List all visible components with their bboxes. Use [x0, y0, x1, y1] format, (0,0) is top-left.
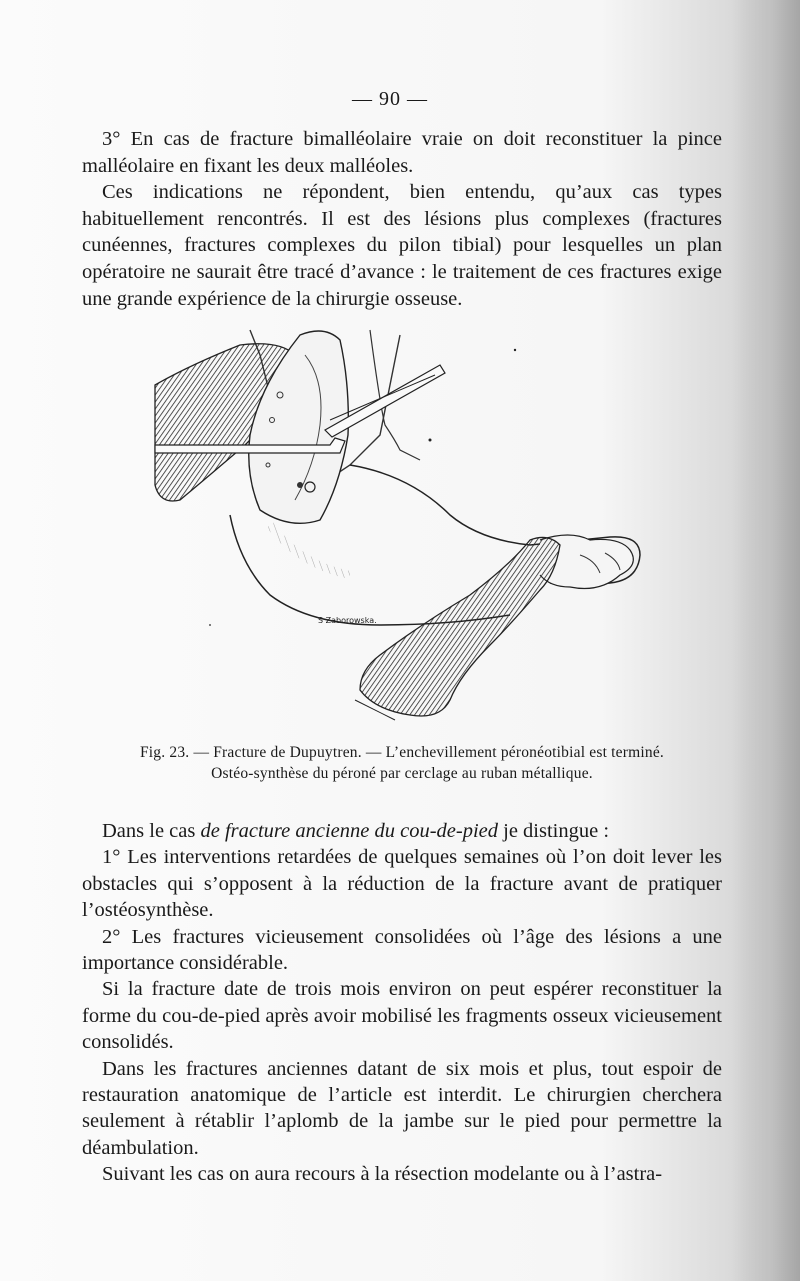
- page-number: — 90 —: [352, 88, 428, 110]
- paragraph-bimalleolar: 3° En cas de fracture bimalléolaire vraie on doit reconstituer la pince malléolaire en fixant les deux malléoles.: [82, 128, 722, 177]
- intro-italic-phrase: de fracture ancienne du cou-de-pied: [200, 820, 499, 842]
- paragraph-intro: [82, 818, 722, 844]
- caption-line-1: Fig. 23. — Fracture de Dupuytren. — L’enchevillement péronéotibial est terminé.: [139, 744, 664, 761]
- paragraph-delayed-interventions: 1° Les interventions retardées de quelques semaines où l’on doit lever les obstacles qui s’opposent à la réduction de la fracture avant de pratiquer l’ostéosynthèse.: [82, 846, 722, 922]
- paragraph-six-months: Dans les fractures anciennes datant de six mois et plus, tout espoir de restauration anatomique de l’article est interdit. Le chirurgien cherchera seulement à rétablir l’aplomb de la jambe sur le pied pour permettre la déambulation.: [82, 1057, 722, 1159]
- caption-line-2: Ostéo-synthèse du péroné par cerclage au ruban métallique.: [211, 765, 593, 782]
- intro-text-before: Dans le cas: [102, 820, 201, 842]
- right-glove: [360, 537, 560, 716]
- paragraph-indications: Ces indications ne répondent, bien entendu, qu’aux cas types habituellement rencontrés. Il est des lésions plus complexes (fractures cunéennes, fractures complexes du pilon tibial) pour lesquelles un plan opératoire ne saurait être tracé d’avance : le traitement de ces fractures exige une grande expérience de la chirurgie osseuse.: [82, 181, 722, 310]
- paragraph-malunited-fractures: 2° Les fractures vicieusement consolidées où l’âge des lésions a une importance considérable.: [82, 925, 722, 975]
- paragraph-resection: Suivant les cas on aura recours à la résection modelante ou à l’astra-: [102, 1163, 663, 1186]
- figure-caption: [82, 742, 722, 784]
- bottom-text-block: [82, 818, 722, 1188]
- paragraph-three-months: Si la fracture date de trois mois environ on peut espérer reconstituer la forme du cou-de-pied après avoir mobilisé les fragments osseux vicieusement consolidés.: [82, 978, 722, 1054]
- artist-signature: S Zaborowska.: [318, 616, 377, 625]
- surgical-illustration: [150, 325, 710, 735]
- top-text-block: [82, 126, 722, 312]
- page-edge-shadow: [730, 0, 800, 1281]
- intro-text-after: je distingue :: [498, 820, 610, 842]
